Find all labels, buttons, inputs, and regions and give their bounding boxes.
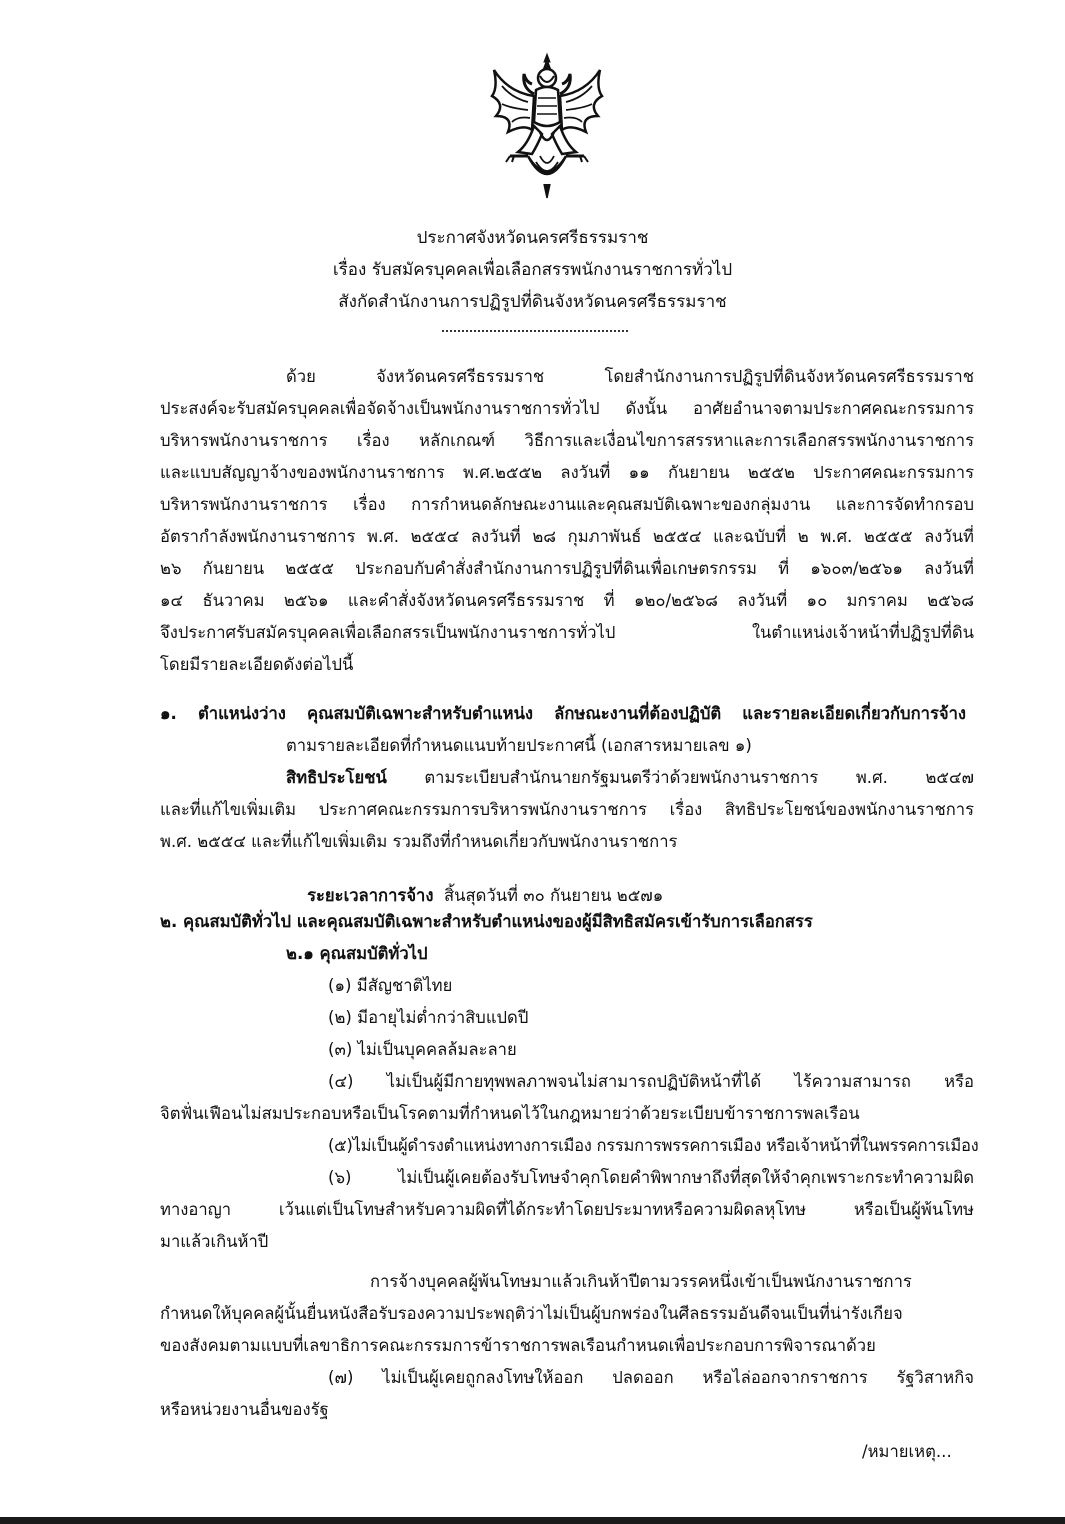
section-1-heading: ๑. ตำแหน่งว่าง คุณสมบัติเฉพาะสำหรับตำแหน่ง ลักษณะงานที่ต้องปฏิบัติ และรายละเอียดเกี่ยวกับการจ้าง — [160, 704, 966, 723]
qualification-item-cont: จิตฟั่นเฟือนไม่สมประกอบหรือเป็นโรคตามที่กำหนดไว้ในกฎหมายว่าด้วยระเบียบข้าราชการพลเรือน — [160, 1104, 860, 1123]
qualification-item-cont: มาแล้วเกินห้าปี — [160, 1232, 269, 1251]
benefits-label: สิทธิประโยชน์ — [286, 768, 387, 787]
qualification-item: (๒) มีอายุไม่ต่ำกว่าสิบแปดปี — [328, 1008, 529, 1027]
intro-line: ด้วย จังหวัดนครศรีธรรมราช โดยสำนักงานการปฏิรูปที่ดินจังหวัดนครศรีธรรมราช — [286, 367, 974, 386]
note-paragraph-line: ของสังคมตามแบบที่เลขาธิการคณะกรรมการข้าราชการพลเรือนกำหนดเพื่อประกอบการพิจารณาด้วย — [160, 1336, 876, 1355]
dotted-divider — [442, 330, 628, 332]
intro-line: บริหารพนักงานราชการ เรื่อง การกำหนดลักษณะงานและคุณสมบัติเฉพาะของกลุ่มงาน และการจัดทำกรอบ — [160, 495, 974, 514]
qualification-item: (๑) มีสัญชาติไทย — [328, 976, 453, 995]
intro-line: โดยมีรายละเอียดดังต่อไปนี้ — [160, 655, 354, 674]
qualification-item-cont: หรือหน่วยงานอื่นของรัฐ — [160, 1400, 329, 1419]
benefits-line-3: พ.ศ. ๒๕๕๔ และที่แก้ไขเพิ่มเติม รวมถึงที่กำหนดเกี่ยวกับพนักงานราชการ — [160, 832, 678, 851]
benefits-text: ตามระเบียบสำนักนายกรัฐมนตรีว่าด้วยพนักงานราชการ พ.ศ. ๒๕๔๗ — [386, 768, 974, 787]
note-paragraph-line: กำหนดให้บุคคลผู้นั้นยื่นหนังสือรับรองความประพฤติว่าไม่เป็นผู้บกพร่องในศีลธรรมอันดีจนเป็นที่น่ารังเกียจ — [160, 1304, 903, 1323]
employment-period-label: ระยะเวลาการจ้าง — [307, 886, 434, 905]
announcement-agency: สังกัดสำนักงานการปฏิรูปที่ดินจังหวัดนครศรีธรรมราช — [338, 292, 727, 312]
section-2-1-heading: ๒.๑ คุณสมบัติทั่วไป — [286, 944, 428, 963]
qualification-item: (๔) ไม่เป็นผู้มีกายทุพพลภาพจนไม่สามารถปฏิบัติหน้าที่ได้ ไร้ความสามารถ หรือ — [328, 1072, 974, 1091]
section-2-heading: ๒. คุณสมบัติทั่วไป และคุณสมบัติเฉพาะสำหรับตำแหน่งของผู้มีสิทธิสมัครเข้ารับการเลือกสรร — [160, 912, 813, 931]
qualification-item-cont: ทางอาญา เว้นแต่เป็นโทษสำหรับความผิดที่ได้กระทำโดยประมาทหรือความผิดลหุโทษ หรือเป็นผู้พ้นโทษ — [160, 1200, 974, 1219]
qualification-item: (๓) ไม่เป็นบุคคลล้มละลาย — [328, 1040, 517, 1059]
qualification-item: (๖) ไม่เป็นผู้เคยต้องรับโทษจำคุกโดยคำพิพากษาถึงที่สุดให้จำคุกเพราะกระทำความผิด — [328, 1168, 974, 1187]
intro-line: ๑๔ ธันวาคม ๒๕๖๑ และคำสั่งจังหวัดนครศรีธรรมราช ที่ ๑๒๐/๒๕๖๘ ลงวันที่ ๑๐ มกราคม ๒๕๖๘ — [160, 591, 974, 610]
garuda-emblem-icon — [488, 52, 606, 200]
intro-line: บริหารพนักงานราชการ เรื่อง หลักเกณฑ์ วิธีการและเงื่อนไขการสรรหาและการเลือกสรรพนักงานราชการ — [160, 431, 974, 450]
benefits-line — [286, 767, 974, 789]
intro-line: ๒๖ กันยายน ๒๕๕๕ ประกอบกับคำสั่งสำนักงานการปฏิรูปที่ดินเพื่อเกษตรกรรม ที่ ๑๖๐๓/๒๕๖๑ ลงวันที่ — [160, 559, 974, 578]
note-paragraph-line: การจ้างบุคคลผู้พ้นโทษมาแล้วเกินห้าปีตามวรรคหนึ่งเข้าเป็นพนักงานราชการ — [370, 1272, 912, 1291]
intro-line: ประสงค์จะรับสมัครบุคคลเพื่อจัดจ้างเป็นพนักงานราชการทั่วไป ดังนั้น อาศัยอำนาจตามประกาศคณะกรรมการ — [160, 399, 974, 418]
continued-marker: /หมายเหตุ... — [862, 1442, 952, 1461]
qualification-item: (๗) ไม่เป็นผู้เคยถูกลงโทษให้ออก ปลดออก หรือไล่ออกจากราชการ รัฐวิสาหกิจ — [328, 1368, 974, 1387]
page-bottom-edge — [0, 1517, 1065, 1524]
section-1-detail: ตามรายละเอียดที่กำหนดแนบท้ายประกาศนี้ (เอกสารหมายเลข ๑) — [286, 736, 752, 755]
announcement-title: ประกาศจังหวัดนครศรีธรรมราช — [416, 228, 649, 248]
intro-line: และแบบสัญญาจ้างของพนักงานราชการ พ.ศ.๒๕๕๒ ลงวันที่ ๑๑ กันยายน ๒๕๕๒ ประกาศคณะกรรมการ — [160, 463, 974, 482]
qualification-item: (๕)ไม่เป็นผู้ดำรงตำแหน่งทางการเมือง กรรมการพรรคการเมือง หรือเจ้าหน้าที่ในพรรคการเมือง — [328, 1136, 979, 1155]
intro-line: จึงประกาศรับสมัครบุคคลเพื่อเลือกสรรเป็นพนักงานราชการทั่วไป ในตำแหน่งเจ้าหน้าที่ปฏิรูปที่ดิน — [160, 623, 974, 642]
benefits-line-2: และที่แก้ไขเพิ่มเติม ประกาศคณะกรรมการบริหารพนักงานราชการ เรื่อง สิทธิประโยชน์ของพนักงานราชการ — [160, 800, 974, 819]
intro-line: อัตรากำลังพนักงานราชการ พ.ศ. ๒๕๕๔ ลงวันที่ ๒๘ กุมภาพันธ์ ๒๕๕๔ และฉบับที่ ๒ พ.ศ. ๒๕๕๕ ลงวันที่ — [160, 527, 974, 546]
employment-period-text: สิ้นสุดวันที่ ๓๐ กันยายน ๒๕๗๑ — [433, 886, 664, 905]
announcement-subject: เรื่อง รับสมัครบุคคลเพื่อเลือกสรรพนักงานราชการทั่วไป — [332, 260, 733, 280]
